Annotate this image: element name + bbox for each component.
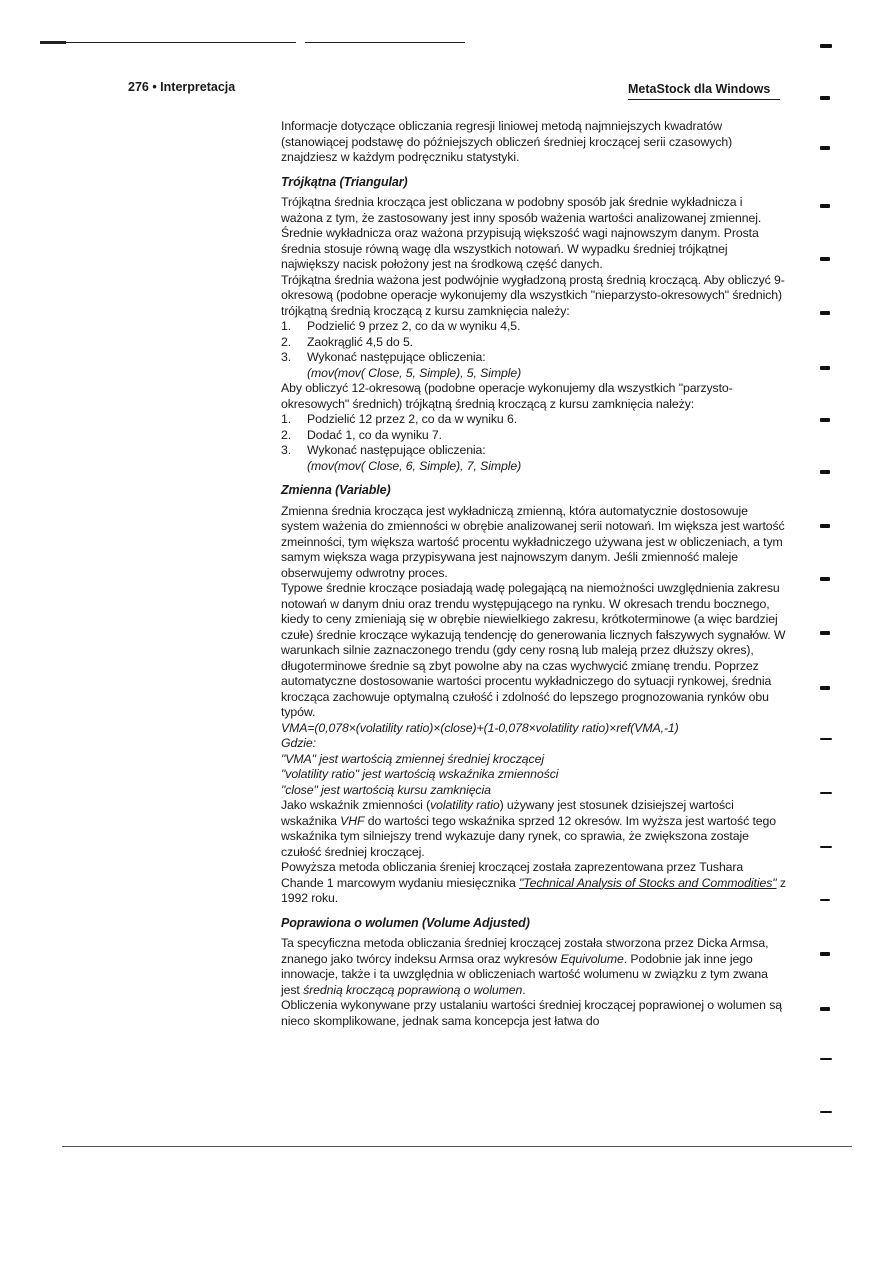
paragraph: Obliczenia wykonywane przy ustalaniu wartości średniej kroczącej poprawionej o wolumen są nieco skomplikowane, jednak sama koncepcja jest łatwa do: [281, 998, 782, 1028]
margin-mark: [820, 1058, 832, 1060]
paragraph: Trójkątna średnia ważona jest podwójnie wygładzoną prostą średnią kroczącą. Aby obliczyć 9-okresową (podobne operacje wykonujemy dla wszystkich "nieparzysto-okresowych" średnich) trójkątną średnią kroczącą z kursu zamknięcia należy:: [281, 272, 785, 318]
page-number-section: 276 • Interpretacja: [128, 80, 236, 94]
paragraph: Trójkątna średnia krocząca jest obliczana w podobny sposób jak średnie wykładnicza i ważona z tym, że zastosowany jest inny sposób ważenia wartości analizowanej zmiennej. Średnie wykładnicza oraz ważona przypisują większość wagi najnowszym danym. Prosta średnia stosuje równą wagę dla wszystkich notowań. W wypadku średniej trójkątnej największy nacisk położony jest na środkową część danych.: [281, 195, 762, 271]
margin-mark: [820, 418, 830, 422]
bottom-rule: [62, 1146, 852, 1147]
formula: VMA=(0,078×(volatility ratio)×(close)+(1-0,078×volatility ratio)×ref(VMA,-1): [281, 720, 679, 735]
margin-mark: [820, 899, 830, 901]
page-content: [281, 119, 786, 1029]
margin-mark: [820, 686, 830, 690]
list-item: 2. Zaokrąglić 4,5 do 5.: [281, 334, 414, 349]
definition: "volatility ratio" jest wartością wskaźnika zmienności: [281, 767, 559, 781]
list-item: 3. Wykonać następujące obliczenia:: [281, 350, 486, 364]
margin-mark: [820, 311, 830, 315]
section-heading-triangular: Trójkątna (Triangular): [281, 174, 408, 189]
margin-mark: [820, 1111, 832, 1113]
section-heading-volume: Poprawiona o wolumen (Volume Adjusted): [281, 915, 530, 930]
margin-mark: [820, 366, 830, 370]
formula: (mov(mov( Close, 5, Simple), 5, Simple): [307, 365, 522, 380]
where-label: Gdzie:: [281, 736, 316, 750]
list-item: 2. Dodać 1, co da wyniku 7.: [281, 427, 442, 442]
book-title: MetaStock dla Windows: [628, 82, 771, 96]
paragraph: Aby obliczyć 12-okresową (podobne operacje wykonujemy dla wszystkich "parzysto-okresowych" średnich) trójkątną średnią kroczącą z kursu zamknięcia należy:: [281, 381, 733, 411]
margin-mark: [820, 524, 830, 528]
paragraph: Jako wskaźnik zmienności (volatility ratio) używany jest stosunek dzisiejszej wartości wskaźnika VHF do wartości tego wskaźnika sprzed 12 okresów. Im wyższa jest wartość tego wskaźnika tym silniejszy trend wykazuje dany rynek, co sprawia, że zwiększona zostaje czułość średniej kroczącej.: [281, 798, 776, 859]
margin-mark: [820, 952, 830, 956]
margin-mark: [820, 1007, 830, 1011]
margin-mark: [820, 470, 830, 474]
list-item: 3. Wykonać następujące obliczenia:: [281, 443, 486, 457]
margin-mark: [820, 577, 830, 581]
margin-mark: [820, 44, 832, 48]
paragraph: Zmienna średnia krocząca jest wykładniczą zmienną, która automatycznie dostosowuje system ważenia do zmienności w obrębie analizowanej serii notowań. Im większa jest wartość zmeinności, tym większa wartość procentu wykładniczego używana jest w obliczeniach, a tym samym większa waga przypisywana jest najnowszym danym. Jeśli zmienność maleje obserwujemy odwrotny proces.: [281, 503, 785, 580]
definition: "close" jest wartością kursu zamknięcia: [281, 782, 491, 797]
margin-mark: [820, 846, 832, 848]
top-rule-thick: [40, 41, 66, 44]
header-underline: [628, 99, 780, 100]
definition: "VMA" jest wartością zmiennej średniej kroczącej: [281, 751, 544, 766]
margin-mark: [820, 792, 832, 794]
paragraph: Ta specyficzna metoda obliczania średniej kroczącej została stworzona przez Dicka Armsa, znanego jako twórcy indeksu Armsa oraz wykresów Equivolume. Podobnie jak inne jego innowacje, także i ta uwzględnia w obliczeniach wartość wolumenu w związku z tym zwana jest średnią kroczącą poprawioną o wolumen.: [281, 936, 769, 997]
margin-mark: [820, 257, 830, 261]
section-heading-variable: Zmienna (Variable): [281, 483, 391, 497]
margin-mark: [820, 96, 830, 100]
margin-mark: [820, 146, 830, 150]
magazine-title: "Technical Analysis of Stocks and Commodities": [519, 875, 777, 890]
margin-mark: [820, 204, 830, 208]
paragraph: Typowe średnie kroczące posiadają wadę polegającą na niemożności uwzględnienia zakresu notowań w danym dniu oraz trendu występującego na rynku. W okresach trendu bocznego, kiedy to ceny zmieniają się w obrębie niewielkiego zakresu, krótkoterminowe (a więc bardziej czułe) średnie kroczące wykazują tendencję do generowania licznych fałszywych sygnałów. W warunkach silnie zaznaczonego trendu (gdy ceny rosną lub maleją przez dłuższy okres), długoterminowe średnie są zbyt powolne aby na czas wychwycić zmianę trendu. Poprzez automatyczne dostosowanie wartości procentu wykładniczego do sytuacji rynkowej, średnia krocząca zachowuje optymalną czułość i zdolność do lepszego prognozowania rynków obu typów.: [281, 581, 786, 719]
steps-list-odd: [281, 319, 786, 366]
intro-paragraph: Informacje dotyczące obliczania regresji liniowej metodą najmniejszych kwadratów (stanowiącej podstawę do późniejszych obliczeń średniej kroczącej serii czasowych) znajdziesz w każdym podręczniku statystyki.: [281, 119, 733, 164]
top-rule-left: [64, 42, 296, 43]
margin-mark: [820, 631, 830, 635]
list-item: 1. Podzielić 9 przez 2, co da w wyniku 4,5.: [281, 319, 521, 333]
formula: (mov(mov( Close, 6, Simple), 7, Simple): [307, 458, 522, 473]
margin-mark: [820, 738, 832, 740]
top-rule-right: [305, 42, 465, 43]
list-item: 1. Podzielić 12 przez 2, co da w wyniku 6.: [281, 412, 518, 426]
steps-list-even: [281, 412, 786, 459]
paragraph: Powyższa metoda obliczania śreniej kroczącej została zaprezentowana przez Tushara Chande 1 marcowym wydaniu miesięcznika "Technical Analysis of Stocks and Commodities" z 1992 roku.: [281, 860, 786, 905]
